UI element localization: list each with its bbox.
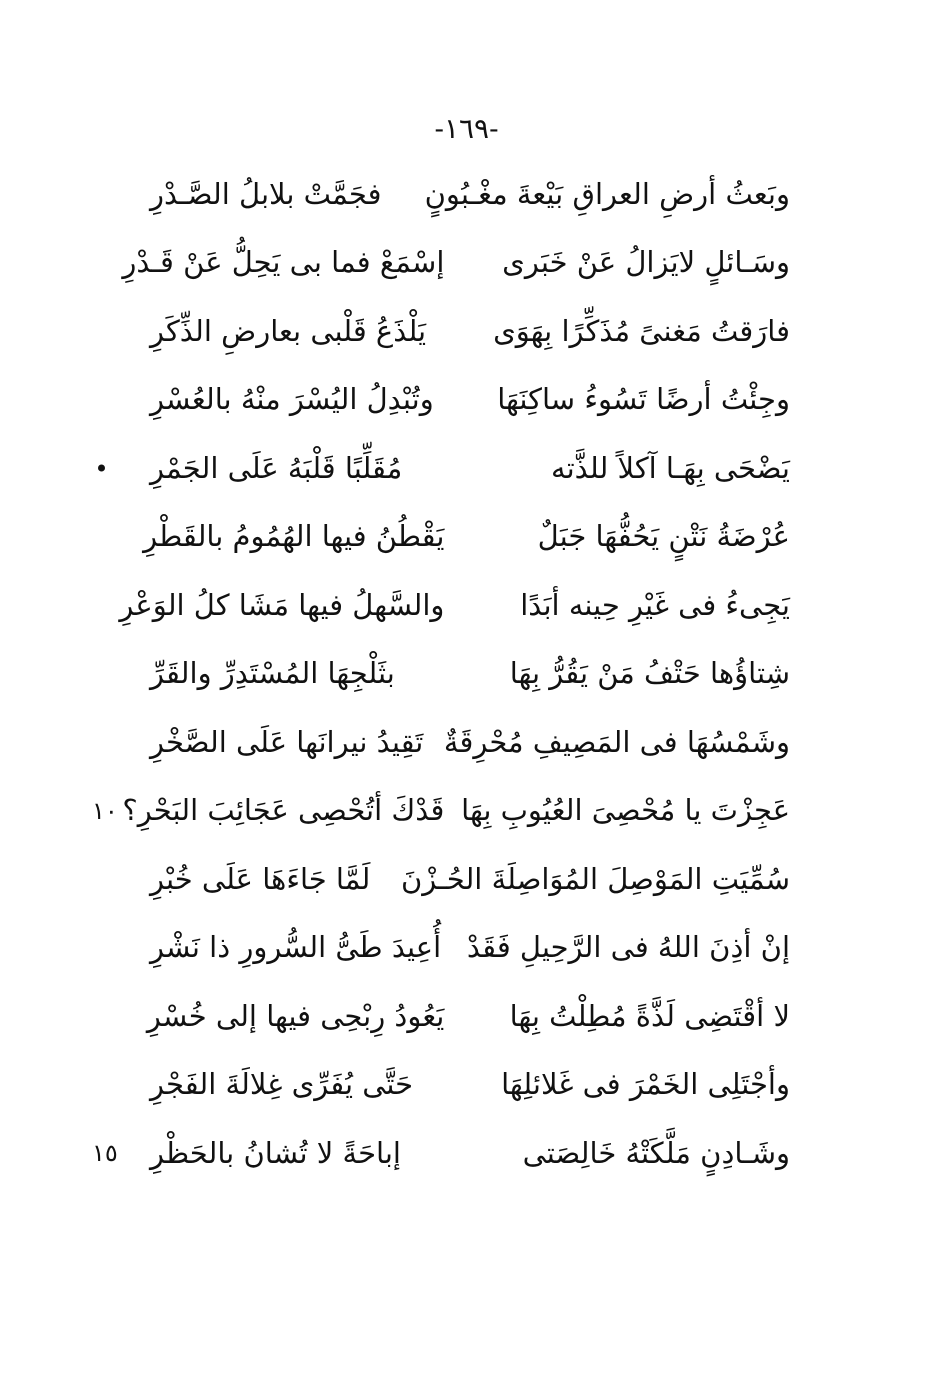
verse-second-hemistich: وتُبْدِلُ اليُسْرَ منْهُ بالعُسْرِ (150, 382, 434, 417)
line-number-marker: ١٥ (92, 1139, 118, 1168)
verse-line (150, 434, 790, 503)
verse-first-hemistich: وسَـائلٍ لايَزالُ عَنْ خَبَرى (502, 245, 790, 280)
verse-line (150, 708, 790, 777)
poem (92, 160, 790, 1188)
verse-line (150, 845, 790, 914)
verse-second-hemistich: إسْمَعْ فما بى يَحِلُّ عَنْ قَـدْرِ (122, 245, 445, 280)
verse-second-hemistich: والسَّهلُ فيها مَشَا كلُ الوَعْرِ (119, 587, 445, 622)
verse-first-hemistich: وبَعثُ أرضِ العراقِ بَيْعةَ مغْـبُونٍ (424, 176, 790, 211)
verse-line (122, 229, 790, 298)
verse-line (150, 1051, 790, 1120)
verse-second-hemistich: يَعُودُ رِبْحِى فيها إلى خُسْرِ (146, 998, 445, 1033)
verse-first-hemistich: لا أقْتَضِى لَذَّةً مُطِلْتُ بِهَا (509, 998, 790, 1033)
verse-first-hemistich: وجِئْتُ أرضًا تَسُوءُ ساكِنَهَا (497, 382, 790, 417)
verse-second-hemistich: أُعِيدَ طَىُّ السُّرورِ ذا نَشْرِ (150, 930, 442, 965)
verse-line (143, 503, 790, 572)
verse-line (92, 1119, 790, 1188)
verse-second-hemistich: بثَلْجِهَا المُسْتَدِرِّ والقَرِّ (150, 656, 395, 691)
verse-second-hemistich: تَقِيدُ نيرانَها عَلَى الصَّخْرِ (150, 724, 424, 759)
verse-line (92, 777, 790, 846)
verse-first-hemistich: فارَقتُ مَغنىً مُذَكِّرًا بِهَوَى (493, 313, 790, 348)
verse-line (150, 297, 790, 366)
verse-second-hemistich: إباحَةً لا تُشانُ بالحَظْرِ (150, 1135, 401, 1170)
verse-first-hemistich: شِتاؤُها حَتْفُ مَنْ يَقُرُّ بِهَا (509, 656, 790, 691)
verse-line (150, 366, 790, 435)
verse-line (150, 640, 790, 709)
verse-first-hemistich: عَجِزْتَ يا مُحْصِىَ العُيُوبِ بِهَا (461, 793, 790, 828)
verse-first-hemistich: وأجْتَلِى الخَمْرَ فى غَلائلِهَا (501, 1067, 790, 1102)
verse-second-hemistich: مُقَلِّبًا قَلْبَهُ عَلَى الجَمْرِ (150, 450, 403, 485)
verse-line (150, 914, 790, 983)
verse-line (119, 571, 790, 640)
page-number: -١٦٩- (434, 112, 499, 145)
verse-first-hemistich: سُمِّيَتِ المَوْصِلَ المُوَاصِلَةَ الحُـزْنَ (400, 861, 790, 896)
verse-first-hemistich: يَجِىءُ فى غَيْرِ حِينه أبَدًا (520, 587, 790, 622)
margin-dot-mark (98, 465, 105, 472)
verse-second-hemistich: فجَمَّتْ بلابلُ الصَّـدْرِ (150, 176, 382, 211)
verse-first-hemistich: إنْ أذِنَ اللهُ فى الرَّحِيلِ فَقَدْ (466, 930, 790, 965)
verse-second-hemistich: يَقْطُنُ فيها الهُمُومُ بالقَطْرِ (143, 519, 445, 554)
verse-second-hemistich: قَدْكَ أتُحْصِى عَجَائِبَ البَحْرِ؟ (122, 793, 445, 828)
verse-first-hemistich: وشَـادِنٍ مَلَّكَتْهُ خَالِصَتى (522, 1135, 790, 1170)
verse-line (150, 160, 790, 229)
verse-line (146, 982, 790, 1051)
verse-first-hemistich: عُرْضَةُ نَتْنٍ يَحُفُّهَا جَبَلٌ (537, 519, 790, 554)
verse-second-hemistich: لَمَّا جَاءَهَا عَلَى خُبْرِ (150, 861, 371, 896)
verse-first-hemistich: وشَمْسُهَا فى المَصِيفِ مُحْرِقَةٌ (443, 724, 790, 759)
verse-first-hemistich: يَضْحَى بِهَـا آكلاً للذَّته (551, 450, 790, 485)
verse-second-hemistich: يَلْذَعُ قَلْبى بعارضِ الذِّكَرِ (150, 313, 427, 348)
line-number-marker: ١٠ (92, 796, 118, 825)
verse-second-hemistich: حَتَّى يُفَرِّى غِلالَةَ الفَجْرِ (150, 1067, 414, 1102)
